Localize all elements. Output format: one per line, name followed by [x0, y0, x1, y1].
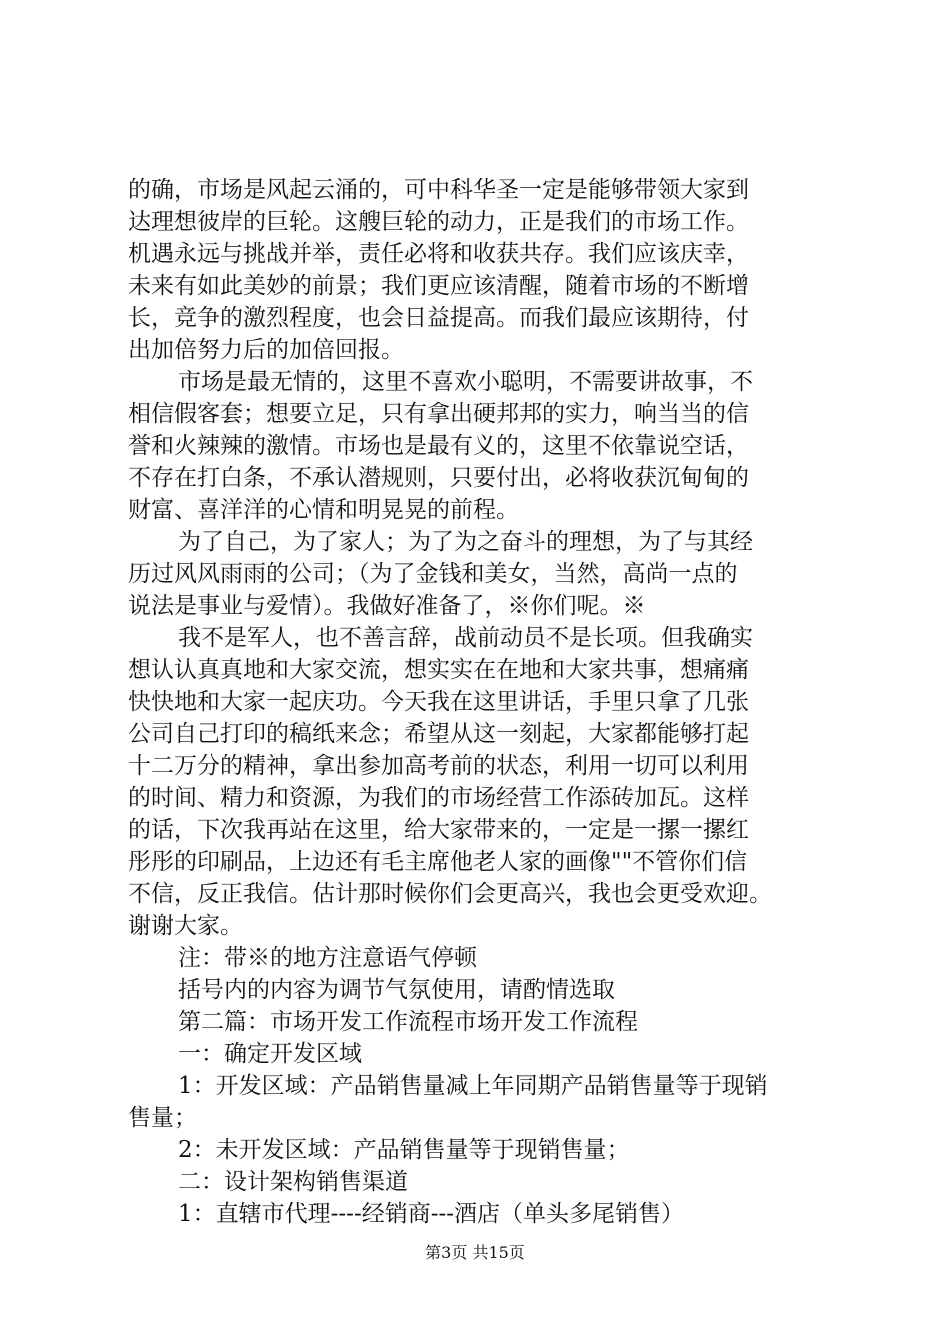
document-body: [128, 174, 838, 1230]
text-line: 我不是军人，也不善言辞，战前动员不是长项。但我确实: [178, 625, 753, 651]
text-line: 长，竞争的激烈程度，也会日益提高。而我们最应该期待，付: [128, 305, 749, 331]
text-line: 的时间、精力和资源，为我们的市场经营工作添砖加瓦。这样: [128, 785, 749, 811]
text-line: 誉和火辣辣的激情。市场也是最有义的，这里不依靠说空话，: [128, 433, 749, 459]
text-line: 括号内的内容为调节气氛使用，请酌情选取: [178, 977, 615, 1003]
text-line: 财富、喜洋洋的心情和明晃晃的前程。: [128, 497, 519, 523]
text-line: 达理想彼岸的巨轮。这艘巨轮的动力，正是我们的市场工作。: [128, 209, 749, 235]
text-line: 一：确定开发区域: [178, 1041, 362, 1067]
text-line: 彤彤的印刷品，上边还有毛主席他老人家的画像""不管你们信: [128, 849, 748, 875]
text-line: 的确，市场是风起云涌的，可中科华圣一定是能够带领大家到: [128, 177, 749, 203]
text-line: 未来有如此美妙的前景；我们更应该清醒，随着市场的不断增: [128, 273, 749, 299]
text-line: 1：直辖市代理----经销商---酒店（单头多尾销售）: [178, 1201, 685, 1227]
text-line: 不存在打白条，不承认潜规则，只要付出，必将收获沉甸甸的: [128, 465, 749, 491]
text-line: 不信，反正我信。估计那时候你们会更高兴，我也会更受欢迎。: [128, 881, 772, 907]
text-line: 2：未开发区域：产品销售量等于现销售量；: [178, 1137, 630, 1163]
text-line: 第二篇：市场开发工作流程市场开发工作流程: [178, 1009, 638, 1035]
text-line: 售量；: [128, 1105, 197, 1131]
text-line: 历过风风雨雨的公司；（为了金钱和美女，当然，高尚一点的: [128, 561, 738, 587]
text-line: 二：设计架构销售渠道: [178, 1169, 408, 1195]
text-line: 快快地和大家一起庆功。今天我在这里讲话，手里只拿了几张: [128, 689, 749, 715]
text-line: 注：带※的地方注意语气停顿: [178, 945, 477, 971]
text-line: 十二万分的精神，拿出参加高考前的状态，利用一切可以利用: [128, 753, 749, 779]
text-line: 想认认真真地和大家交流，想实实在在地和大家共事，想痛痛: [128, 657, 749, 683]
text-line: 公司自己打印的稿纸来念；希望从这一刻起，大家都能够打起: [128, 721, 749, 747]
text-line: 市场是最无情的，这里不喜欢小聪明，不需要讲故事，不: [178, 369, 753, 395]
text-line: 出加倍努力后的加倍回报。: [128, 337, 404, 363]
text-line: 机遇永远与挑战并举，责任必将和收获共存。我们应该庆幸，: [128, 241, 749, 267]
text-line: 为了自己，为了家人；为了为之奋斗的理想，为了与其经: [178, 529, 753, 555]
text-line: 说法是事业与爱情）。我做好准备了，※你们呢。※: [128, 593, 646, 619]
text-line: 谢谢大家。: [128, 913, 243, 939]
text-line: 1：开发区域：产品销售量减上年同期产品销售量等于现销: [178, 1073, 768, 1099]
text-line: 的话，下次我再站在这里，给大家带来的，一定是一摞一摞红: [128, 817, 749, 843]
page-footer: 第3页 共15页: [425, 1243, 525, 1262]
text-line: 相信假客套；想要立足，只有拿出硬邦邦的实力，响当当的信: [128, 401, 749, 427]
